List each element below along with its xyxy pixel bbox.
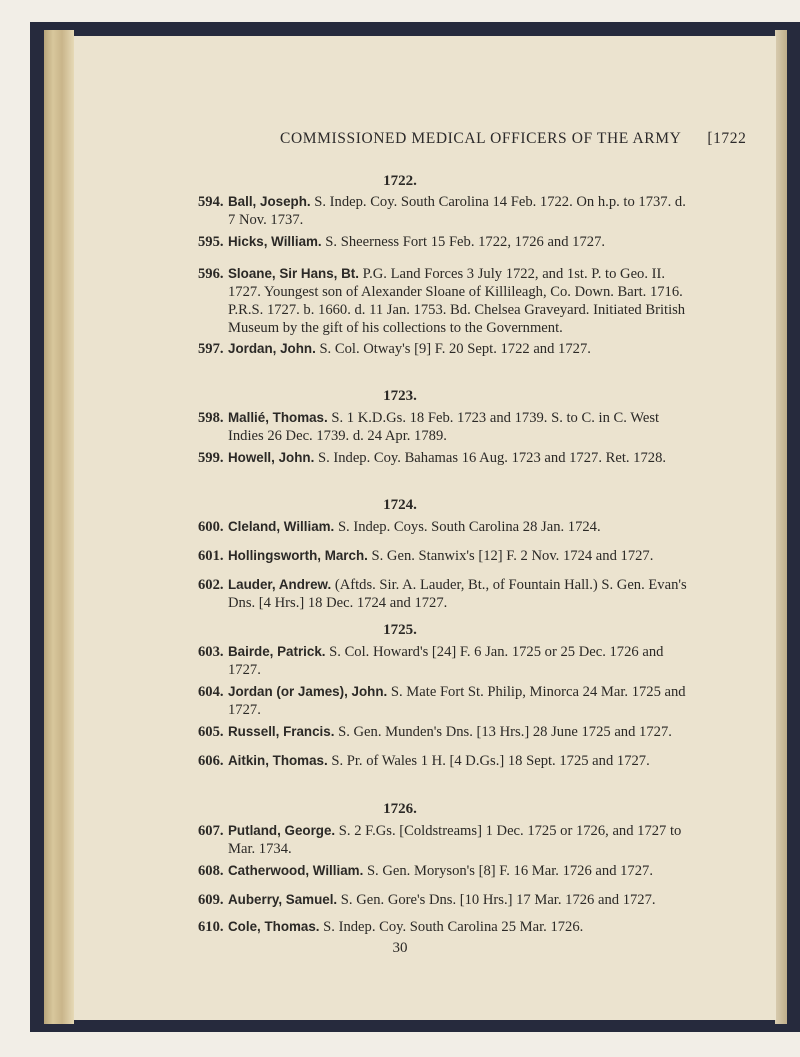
entry-name: Jordan, John.: [228, 341, 316, 356]
entry-text: S. 2 F.Gs. [Coldstreams] 1 Dec. 1725 or 1726, and 1727 to Mar. 1734.: [228, 823, 682, 857]
entry-name: Cleland, William.: [228, 519, 335, 534]
entry-number: 609.: [198, 892, 224, 908]
entry-name: Lauder, Andrew.: [228, 577, 332, 592]
entry-number: 595.: [198, 234, 224, 250]
entry-text: S. Indep. Coy. South Carolina 25 Mar. 1726.: [319, 919, 584, 935]
entry-text: P.G. Land Forces 3 July 1722, and 1st. P. to Geo. II. 1727. Youngest son of Alexander Sloane of Killileagh, Co. Down. Bart. 1716. P.R.S. 1727. b. 1660. d. 11 Jan. 1753. Bd. Chelsea Graveyard. Initiated British Museum by the gift of his collections to the Government.: [228, 266, 686, 336]
entry-text: S. Indep. Coy. South Carolina 14 Feb. 1722. On h.p. to 1737. d. 7 Nov. 1737.: [228, 194, 686, 228]
entry: [198, 547, 696, 565]
entry-text: S. Sheerness Fort 15 Feb. 1722, 1726 and 1727.: [321, 234, 606, 250]
entry-number: 596.: [198, 266, 224, 282]
entry: [198, 409, 696, 445]
entry: [198, 233, 696, 251]
entry-number: 605.: [198, 724, 224, 740]
entry-name: Jordan (or James), John.: [228, 684, 388, 699]
entry-name: Cole, Thomas.: [228, 919, 320, 934]
year-heading: 1725.: [383, 622, 417, 638]
entry-text: S. Gen. Munden's Dns. [13 Hrs.] 28 June 1725 and 1727.: [334, 724, 672, 740]
entry-number: 607.: [198, 823, 224, 839]
entry: [198, 518, 696, 536]
entry-number: 608.: [198, 863, 224, 879]
entry-number: 603.: [198, 644, 224, 660]
entry-name: Aitkin, Thomas.: [228, 753, 328, 768]
entry-name: Putland, George.: [228, 823, 336, 838]
entry-name: Mallié, Thomas.: [228, 410, 328, 425]
entry-name: Hollingsworth, March.: [228, 548, 368, 563]
header-title: COMMISSIONED MEDICAL OFFICERS OF THE ARMY: [280, 130, 681, 147]
entry-name: Sloane, Sir Hans, Bt.: [228, 266, 359, 281]
entry: [198, 752, 696, 770]
entry-name: Russell, Francis.: [228, 724, 335, 739]
entry: [198, 193, 696, 229]
entry-name: Howell, John.: [228, 450, 315, 465]
entry: [198, 265, 696, 337]
entry-number: 598.: [198, 410, 224, 426]
entry-text: S. Pr. of Wales 1 H. [4 D.Gs.] 18 Sept. 1725 and 1727.: [327, 753, 650, 769]
entry-number: 601.: [198, 548, 224, 564]
entry-text: S. Indep. Coys. South Carolina 28 Jan. 1724.: [334, 519, 601, 535]
entry: [198, 683, 696, 719]
entry-text: (Aftds. Sir. A. Lauder, Bt., of Fountain Hall.) S. Gen. Evan's Dns. [4 Hrs.] 18 Dec. 1724 and 1727.: [228, 577, 687, 611]
running-header: [280, 130, 746, 148]
entry: [198, 449, 696, 467]
year-heading: 1724.: [383, 497, 417, 513]
entry-text: S. Gen. Stanwix's [12] F. 2 Nov. 1724 and 1727.: [367, 548, 654, 564]
entry-name: Bairde, Patrick.: [228, 644, 326, 659]
entry-number: 599.: [198, 450, 224, 466]
entry-number: 602.: [198, 577, 224, 593]
entry: [198, 822, 696, 858]
entry-text: S. Col. Howard's [24] F. 6 Jan. 1725 or 25 Dec. 1726 and 1727.: [228, 644, 664, 678]
entry-number: 594.: [198, 194, 224, 210]
entry: [198, 862, 696, 880]
entry-text: S. Gen. Moryson's [8] F. 16 Mar. 1726 and 1727.: [363, 863, 653, 879]
entry: [198, 723, 696, 741]
year-heading: 1723.: [383, 388, 417, 404]
entry-name: Auberry, Samuel.: [228, 892, 338, 907]
entry-text: S. Gen. Gore's Dns. [10 Hrs.] 17 Mar. 1726 and 1727.: [337, 892, 656, 908]
entry: [198, 643, 696, 679]
entry-number: 606.: [198, 753, 224, 769]
header-year: [1722: [707, 130, 747, 147]
entry: [198, 891, 696, 909]
entry-number: 600.: [198, 519, 224, 535]
entry-number: 597.: [198, 341, 224, 357]
entry-name: Ball, Joseph.: [228, 194, 311, 209]
entry-text: S. 1 K.D.Gs. 18 Feb. 1723 and 1739. S. to C. in C. West Indies 26 Dec. 1739. d. 24 Apr. 1789.: [228, 410, 660, 444]
year-heading: 1722.: [383, 173, 417, 189]
entry-text: S. Mate Fort St. Philip, Minorca 24 Mar. 1725 and 1727.: [228, 684, 686, 718]
page-number: 30: [392, 940, 408, 956]
entry-number: 610.: [198, 919, 224, 935]
entry-number: 604.: [198, 684, 224, 700]
entry-text: S. Indep. Coy. Bahamas 16 Aug. 1723 and 1727. Ret. 1728.: [314, 450, 667, 466]
entry: [198, 340, 696, 358]
year-heading: 1726.: [383, 801, 417, 817]
entry-name: Hicks, William.: [228, 234, 322, 249]
entry-name: Catherwood, William.: [228, 863, 364, 878]
entry-text: S. Col. Otway's [9] F. 20 Sept. 1722 and 1727.: [315, 341, 591, 357]
entry: [198, 576, 696, 612]
entry: [198, 918, 696, 936]
